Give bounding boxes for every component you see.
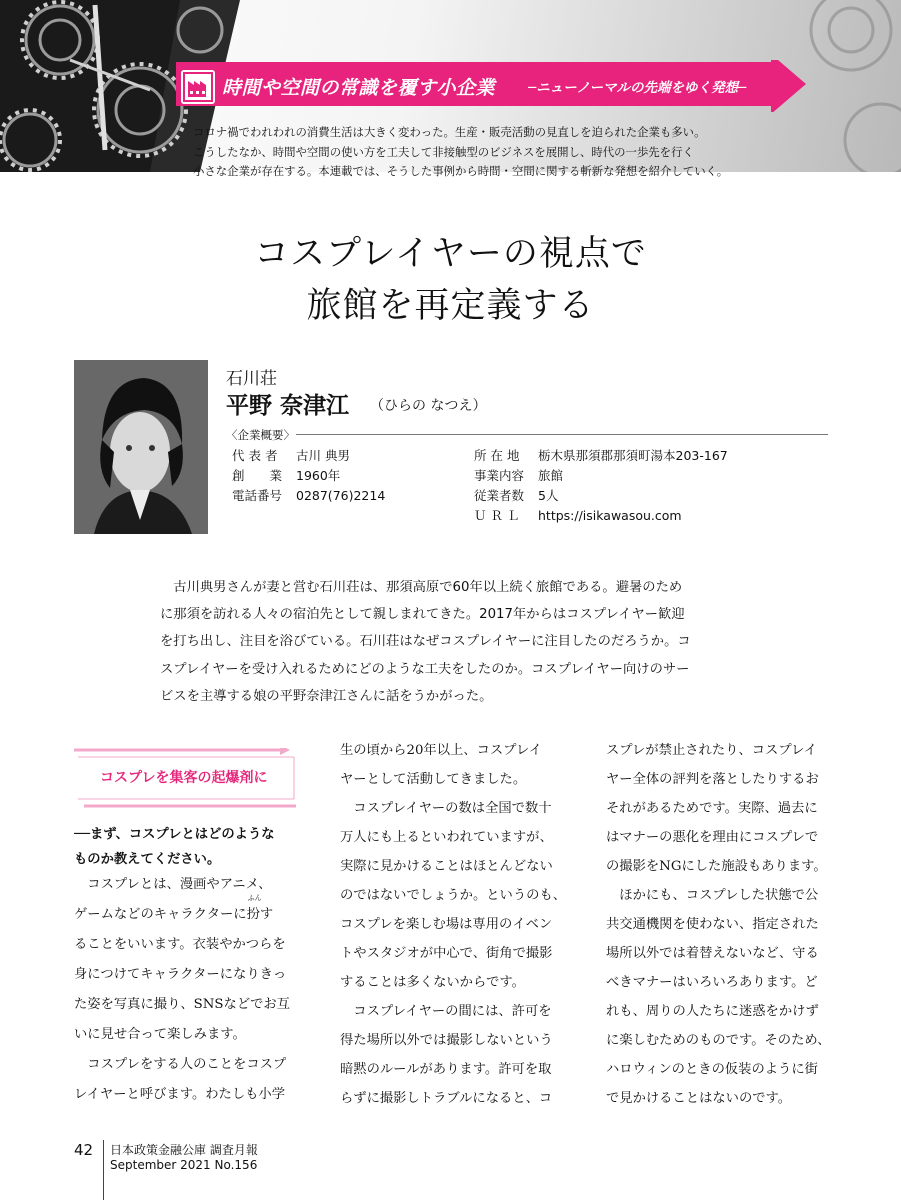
article-title [0,228,901,332]
ruby-reading: ふん [247,894,262,902]
body-line: 万人にも上るといわれていますが、 [340,830,553,845]
interview-question: ──まず、コスプレとはどのような [74,827,275,842]
lead-line: を打ち出し、注目を浴びている。石川荘はなぜコスプレイヤーに注目したのだろうか。コ [160,634,691,650]
lead-line: スプレイヤーを受け入れるためにどのような工夫をしたのか。コスプレイヤー向けのサー [160,661,690,677]
body-line: に楽しむためのものです。そのため、 [606,1033,831,1048]
body-line: いに見せ合って楽しみます。 [74,1027,246,1042]
body-line: コスプレとは、漫画やアニメ、 [74,877,272,892]
intro-line: こうしたなか、時間や空間の使い方を工夫して非接触型のビジネスを展開し、時代の一歩先を行く [193,144,694,159]
body-line: らずに撮影しトラブルになると、コ [340,1091,553,1106]
body-line: べきマナーはいろいろあります。ど [606,975,818,990]
info-label: 所 在 地 [474,448,520,463]
company-url-link[interactable]: https://isikawasou.com [538,508,682,523]
body-line: 得た場所以外では撮影しないという [340,1033,553,1048]
article-title-line: コスプレイヤーの視点で [254,234,647,274]
info-label: 事業内容 [474,468,525,483]
body-line: 暗黙のルールがあります。許可を取 [340,1062,552,1077]
page-number: 42 [74,1141,94,1159]
footer-divider [103,1140,104,1200]
body-column-2 [340,736,570,1126]
body-line: コスプレイヤーの間には、許可を [340,1004,552,1019]
body-line: のではないでしょうか。というのも、 [340,888,567,903]
series-title: 時間や空間の常識を覆す小企業 [222,77,496,99]
body-line: で見かけることはないのです。 [606,1091,792,1106]
body-line: ヤーとして活動してきました。 [340,772,527,787]
publication-name: 日本政策金融公庫 調査月報 [110,1143,258,1157]
body-line: 共交通機関を使わない、指定された [606,917,819,932]
info-row-phone [232,486,385,506]
body-column-3 [606,736,836,1126]
body-line: スプレが禁止されたり、コスプレイ [606,743,818,758]
body-line: 身につけてキャラクターになりきっ [74,967,287,982]
lead-paragraph [160,574,750,710]
series-intro [193,123,753,182]
body-line: ることをいいます。衣装やかつらを [74,937,286,952]
body-line: コスプレイヤーの数は全国で数十 [340,801,552,816]
lead-line: に那須を訪れる人々の宿泊先として親しまれてきた。2017年からはコスプレイヤー歓迎 [160,607,685,623]
body-line: 生の頃から20年以上、コスプレイ [340,743,542,758]
info-value: 古川 典男 [296,448,350,463]
lead-line: ビスを主導する娘の平野奈津江さんに話をうかがった。 [160,688,493,704]
intro-line: 小さな企業が存在する。本連載では、そうした事例から時間・空間に関する斬新な発想を紹介していく。 [193,164,729,178]
interview-question: ものか教えてください。 [74,852,221,867]
person-name-reading: （ひらの なつえ） [370,398,487,414]
info-value: 栃木県那須郡那須町湯本203-167 [538,448,728,463]
intro-line: コロナ禍でわれわれの消費生活は大きく変わった。生産・販売活動の見直しを迫られた企業も多い。 [193,125,706,139]
body-line: コスプレをする人のことをコスプ [74,1057,287,1072]
info-row-address [474,446,728,466]
info-label: 創 業 [232,468,283,483]
ruby-word: ふん 扮 [246,894,262,922]
info-value: 0287(76)2214 [296,488,386,503]
article-title-line: 旅館を再定義する [306,286,595,326]
info-label: Ｕ Ｒ Ｌ [474,508,520,523]
body-line: コスプレを楽しむ場は専用のイベン [340,917,553,932]
person-name: 平野 奈津江 [226,393,350,419]
body-line: 実際に見かけることはほとんどない [340,859,553,874]
body-line: それがあるためです。実際、過去に [606,801,818,816]
info-row-url [474,506,682,526]
body-line: トやスタジオが中心で、街角で撮影 [340,946,553,961]
info-label: 従業者数 [474,488,525,503]
info-value: 旅館 [538,468,564,483]
body-line: 場所以外では着替えないなど、守る [606,946,819,961]
body-line: た姿を写真に撮り、SNSなどでお互 [74,997,291,1012]
section-heading: コスプレを集客の起爆剤に [100,770,268,786]
info-value: 5人 [538,488,559,503]
body-line: ゲームなどのキャラクターに ふん 扮す [74,900,273,930]
info-row-founded [232,466,340,486]
series-subtitle: ─ニューノーマルの先端をゆく発想─ [528,80,747,96]
info-row-representative [232,446,350,466]
info-row-employees [474,486,558,506]
body-line: レイヤーと呼びます。わたしも小学 [74,1087,286,1102]
portrait-photo [74,360,208,534]
info-row-business [474,466,563,486]
body-column-1-text [74,870,304,1110]
company-overview-label: 〈企業概要〉 [226,428,295,442]
info-label: 電話番号 [232,488,283,503]
divider [296,434,828,435]
body-line: ヤー全体の評判を落としたりするお [606,772,819,787]
company-name: 石川荘 [226,369,277,389]
body-line: ハロウィンのときの仮装のように街 [606,1062,818,1077]
body-line: れも、周りの人たちに迷惑をかけず [606,1004,819,1019]
info-label: 代 表 者 [232,448,278,463]
body-line: することは多くないからです。 [340,975,525,990]
header-band [0,0,901,178]
issue-info: September 2021 No.156 [110,1158,258,1172]
lead-line: 古川典男さんが妻と営む石川荘は、那須高原で60年以上続く旅館である。避暑のため [160,580,683,595]
body-line: の撮影をNGにした施設もあります。 [606,859,827,874]
body-line: はマナーの悪化を理由にコスプレで [606,830,819,845]
info-value: 1960年 [296,468,341,483]
factory-icon [181,70,215,104]
body-line: ほかにも、コスプレした状態で公 [606,888,819,903]
